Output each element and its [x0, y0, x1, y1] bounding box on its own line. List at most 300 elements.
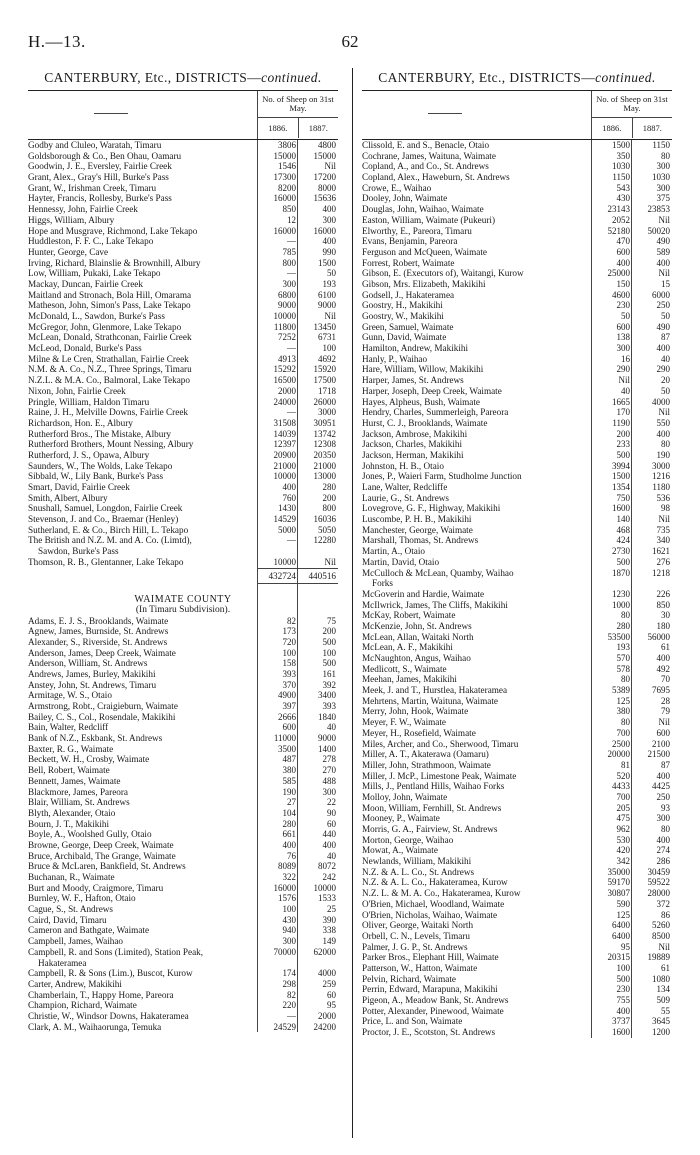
table-row	[362, 343, 672, 354]
sheep-1887: 3400	[318, 690, 336, 701]
table-row	[362, 803, 672, 814]
year-1887-header: 1887.	[308, 123, 328, 133]
table-row	[28, 450, 338, 461]
sheep-1887: 161	[322, 668, 336, 679]
owner-name: Milne & Le Cren, Strathallan, Fairlie Creek	[28, 353, 189, 364]
sheep-1886: 5000	[278, 524, 296, 535]
owner-name: Harper, Joseph, Deep Creek, Waimate	[362, 385, 502, 396]
table-row	[362, 963, 672, 974]
sheep-1887: 59522	[647, 877, 670, 888]
table-row	[362, 300, 672, 311]
document-reference: H.—13.	[28, 32, 86, 51]
sheep-1886: 20315	[607, 952, 630, 963]
owner-name: McLean, A. F., Makikihi	[362, 642, 453, 653]
owner-name: Burt and Moody, Craigmore, Timaru	[28, 882, 164, 893]
table-row	[28, 658, 338, 669]
sheep-1886: 138	[616, 332, 630, 343]
owner-name: Adams, E. J. S., Brooklands, Waimate	[28, 615, 169, 626]
table-row	[28, 332, 338, 343]
table-row	[28, 990, 338, 1001]
owner-name: Goodwin, J. E., Eversley, Fairlie Creek	[28, 161, 172, 172]
sheep-1886: 11800	[273, 321, 296, 332]
sheep-1886: 14529	[273, 514, 296, 525]
table-row	[28, 893, 338, 904]
table-row	[28, 722, 338, 733]
owner-name: McGoverin and Hardie, Waimate	[362, 588, 485, 599]
owner-name: Miles, Archer, and Co., Sherwood, Timaru	[362, 738, 519, 749]
owner-name: Mehrtens, Martin, Waituna, Waimate	[362, 695, 498, 706]
sheep-1887: Nil	[658, 941, 670, 952]
sheep-1886: 1150	[612, 172, 630, 183]
owner-name: Bain, Walter, Redcliff	[28, 722, 109, 733]
owner-name: Mooney, P., Waimate	[362, 813, 440, 824]
owner-name: Christie, W., Windsor Downs, Hakateramea	[28, 1010, 189, 1021]
sheep-1887: 180	[656, 620, 670, 631]
sheep-1887: 60	[327, 989, 336, 1000]
table-row	[362, 685, 672, 696]
sheep-1887: 190	[656, 449, 670, 460]
sheep-1886: 35000	[607, 866, 630, 877]
sheep-1887: 4425	[652, 781, 670, 792]
sheep-1887: Nil	[324, 311, 336, 321]
sheep-1887: 536	[656, 492, 670, 503]
owner-name: Bruce, Archibald, The Grange, Waimate	[28, 850, 176, 861]
sheep-1886: 342	[616, 856, 630, 867]
owner-name: Miller, J. McP., Limestone Peak, Waimate	[362, 770, 517, 781]
sheep-1887: 300	[656, 182, 670, 193]
owner-name: Agnew, James, Burnside, St. Andrews	[28, 626, 169, 637]
sheep-1886: 1430	[278, 503, 296, 514]
owner-name: Parker Bros., Elephant Hill, Waimate	[362, 952, 499, 963]
sheep-1886: 70000	[273, 946, 296, 957]
owner-name: Maitland and Stronach, Bola Hill, Omarama	[28, 289, 192, 300]
owner-name: McIlwrick, James, The Cliffs, Makikihi	[362, 599, 508, 610]
sheep-1886: 21000	[273, 460, 296, 471]
sheep-1887: 25	[327, 904, 336, 915]
totals-row	[28, 568, 338, 584]
owner-name: Gibson, Mrs. Elizabeth, Makikihi	[362, 278, 486, 289]
table-row	[28, 851, 338, 862]
sheep-1887: 56000	[647, 631, 670, 642]
owner-name: Jackson, Ambrose, Makikihi	[362, 428, 468, 439]
owner-name: Mowat, A., Waimate	[362, 845, 438, 856]
sheep-1886: 11000	[273, 733, 296, 744]
table-row	[28, 648, 338, 659]
table-row	[362, 375, 672, 386]
sheep-1887: 90	[327, 807, 336, 818]
table-row	[28, 829, 338, 840]
table-row	[362, 439, 672, 450]
sheep-1887: 6731	[318, 332, 336, 343]
sheep-1886: 14039	[273, 428, 296, 439]
sheep-1886: 23143	[607, 204, 630, 215]
sheep-1886: 424	[616, 535, 630, 546]
sheep-1886: 53500	[607, 631, 630, 642]
table-row	[362, 397, 672, 408]
owner-name: Bailey, C. S., Col., Rosendale, Makikihi	[28, 711, 176, 722]
sheep-1887: Nil	[658, 514, 670, 525]
owner-name: Godby and Cluleo, Waratah, Timaru	[28, 140, 162, 150]
sheep-1886: 80	[621, 674, 630, 685]
table-row	[28, 861, 338, 872]
owner-name: Buchanan, R., Waimate	[28, 872, 115, 882]
table-row	[28, 797, 338, 808]
table-row	[28, 482, 338, 493]
sheep-1886: 2000	[278, 385, 296, 396]
sheep-1887: 490	[656, 236, 670, 247]
table-row	[28, 268, 338, 279]
owner-name: Morris, G. A., Fairview, St. Andrews	[362, 824, 498, 834]
table-row	[362, 674, 672, 685]
table-row	[362, 364, 672, 375]
table-row	[362, 429, 672, 440]
sheep-1886: 9000	[278, 300, 296, 311]
table-row	[362, 632, 672, 643]
sheep-1886: 500	[616, 556, 630, 567]
owner-name: McLeod, Donald, Burke's Pass	[28, 343, 142, 354]
table-row	[28, 493, 338, 504]
table-row	[362, 653, 672, 664]
sheep-1887: 250	[656, 300, 670, 311]
sheep-1886: 6400	[612, 920, 630, 931]
table-row	[362, 942, 672, 953]
sheep-1887: 1200	[652, 1027, 670, 1038]
year-1886-header: 1886.	[258, 118, 299, 138]
owner-name: Hendry, Charles, Summerleigh, Pareora	[362, 407, 509, 418]
sheep-1887: 372	[656, 898, 670, 909]
sheep-1886: 543	[616, 182, 630, 193]
owner-name: Armstrong, Robt., Craigieburn, Waimate	[28, 701, 178, 711]
table-row	[362, 706, 672, 717]
owner-name: Proctor, J. E., Scotston, St. Andrews	[362, 1027, 496, 1038]
table-row-continuation	[28, 546, 338, 557]
owner-name: Clissold, E. and S., Benacle, Otaio	[362, 140, 490, 150]
sheep-1887: 5050	[318, 524, 336, 535]
year-1886-header: 1886.	[592, 118, 633, 138]
owner-name: Browne, George, Deep Creek, Waimate	[28, 839, 174, 850]
sheep-1887: 490	[656, 321, 670, 332]
total-1886: 432724	[258, 568, 298, 584]
sheep-1887: 50	[327, 268, 336, 279]
sheep-1887: 400	[322, 204, 336, 215]
sheep-1887: 8072	[318, 861, 336, 872]
owner-name: Hare, William, Willow, Makikihi	[362, 364, 484, 375]
sheep-1887: 270	[322, 765, 336, 776]
sheep-1887: 492	[656, 663, 670, 674]
owner-name: Grant, Alex., Gray's Hill, Burke's Pass	[28, 172, 169, 183]
sheep-1886: 16000	[273, 225, 296, 236]
sheep-1887: 79	[661, 706, 670, 717]
sheep-1886: 578	[616, 663, 630, 674]
sheep-1887: 300	[656, 813, 670, 824]
table-row	[28, 429, 338, 440]
sheep-1887: 226	[656, 588, 670, 599]
sheep-1887: 340	[656, 535, 670, 546]
owner-name: Anderson, William, St. Andrews	[28, 658, 148, 669]
owner-name: Moon, William, Fernhill, St. Andrews	[362, 802, 502, 813]
table-row	[362, 728, 672, 739]
table-row	[28, 386, 338, 397]
sheep-1886: 290	[616, 364, 630, 375]
owner-name: Goostry, W., Makikihi	[362, 311, 444, 321]
sheep-1887: 280	[322, 482, 336, 492]
table-row	[28, 140, 338, 151]
sheep-1887: 300	[322, 786, 336, 797]
sheep-1886: 230	[616, 300, 630, 311]
table-row	[28, 226, 338, 237]
owner-name: McKenzie, John, St. Andrews	[362, 620, 472, 631]
table-row	[362, 696, 672, 707]
sheep-1887: 20350	[313, 449, 336, 460]
owner-name: Matheson, John, Simon's Pass, Lake Tekapo	[28, 300, 191, 311]
table-row	[28, 626, 338, 637]
owner-name: The British and N.Z. M. and A. Co. (Limtd),	[28, 535, 192, 546]
owner-name: McDonald, L., Sawdon, Burke's Pass	[28, 311, 165, 321]
table-row	[28, 236, 338, 247]
table-row	[362, 204, 672, 215]
sheep-1887: 4000	[318, 968, 336, 979]
sheep-1886: 5389	[612, 685, 630, 696]
table-row	[28, 872, 338, 883]
owner-name: Blyth, Alexander, Otaio	[28, 807, 116, 818]
table-row	[362, 931, 672, 942]
sheep-1887: 338	[322, 925, 336, 936]
owner-name: Jones, P., Waieri Farm, Studholme Junction	[362, 471, 522, 482]
owner-name: Goostry, H., Makikihi	[362, 300, 443, 311]
sheep-1886: 1600	[612, 1027, 630, 1038]
owner-name: Armitage, W. S., Otaio	[28, 690, 112, 701]
owner-name: McLean, Donald, Strathconan, Fairlie Creek	[28, 332, 192, 343]
owner-name: Morton, George, Waihao	[362, 834, 454, 845]
sheep-1887: 4800	[318, 140, 336, 150]
owner-name: Meek, J. and T., Hurstlea, Hakateramea	[362, 685, 508, 696]
sheep-1887: 26000	[313, 396, 336, 407]
sheep-1886: 4900	[278, 690, 296, 701]
owner-name: O'Brien, Michael, Woodland, Waimate	[362, 898, 505, 909]
owner-name: Green, Samuel, Waimate	[362, 321, 454, 332]
table-row	[28, 343, 338, 354]
sheep-1887: 60	[327, 818, 336, 829]
sheep-1887: 990	[322, 246, 336, 257]
sheep-1887: 400	[656, 653, 670, 663]
sheep-1887: 375	[656, 193, 670, 204]
owner-name: McLean, Allan, Waitaki North	[362, 631, 474, 642]
owner-name: McCulloch & McLean, Quamby, Waihao	[362, 567, 514, 578]
sheep-1887: 17200	[313, 172, 336, 183]
table-row	[28, 375, 338, 386]
table-row	[362, 824, 672, 835]
table-row	[28, 514, 338, 525]
sheep-1886: 1500	[612, 471, 630, 482]
owner-name: Price, L. and Son, Waimate	[362, 1016, 463, 1027]
sheep-1886: 190	[282, 786, 296, 797]
sheep-1887: 9000	[318, 300, 336, 311]
table-row	[362, 1006, 672, 1017]
table-row	[362, 642, 672, 653]
sheep-1887: 1621	[652, 546, 670, 557]
name-column-dash	[428, 113, 462, 114]
table-row	[28, 535, 338, 546]
table-row	[362, 568, 672, 579]
sheep-1886: 173	[282, 626, 296, 637]
sheep-1886: 200	[616, 428, 630, 439]
owner-name: Richardson, Hon. E., Albury	[28, 417, 133, 428]
sheep-1887: 50020	[647, 225, 670, 236]
table-row	[28, 1000, 338, 1011]
sheep-1886: 20000	[607, 749, 630, 760]
sheep-1886: 82	[287, 989, 296, 1000]
sheep-1887: 1030	[652, 172, 670, 183]
table-row	[362, 835, 672, 846]
owner-name: Molloy, John, Waimate	[362, 791, 448, 802]
owner-name: N.Z. & A. L. Co., St. Andrews	[362, 866, 475, 877]
sheep-1886: 750	[616, 492, 630, 503]
table-row	[28, 819, 338, 830]
owner-name: Sutherland, E. & Co., Birch Hill, L. Tekapo	[28, 524, 189, 535]
sheep-1886: 940	[282, 925, 296, 936]
owner-name: Elworthy, E., Pareora, Timaru	[362, 225, 472, 236]
sheep-1886: 8200	[278, 182, 296, 193]
sheep-1887: 21000	[313, 460, 336, 471]
owner-name: Sibbald, W., Lily Bank, Burke's Pass	[28, 471, 164, 482]
sheep-1886: 158	[282, 658, 296, 669]
sheep-1887: 16036	[313, 514, 336, 525]
sheep-1886: 1000	[612, 599, 630, 610]
sheep-1886: 125	[616, 695, 630, 706]
sheep-1887: 1150	[652, 140, 670, 150]
owner-name: Caird, David, Timaru	[28, 914, 107, 925]
column-divider	[352, 68, 353, 1138]
sheep-1886: Nil	[618, 375, 630, 386]
owner-name: N.M. & A. Co., N.Z., Three Springs, Timaru	[28, 364, 192, 375]
sheep-1887: 276	[656, 556, 670, 567]
sheep-1887: 87	[661, 332, 670, 343]
sheep-1887: 242	[322, 872, 336, 882]
sheep-1886: 150	[616, 278, 630, 289]
sheep-1887: 300	[656, 161, 670, 172]
sheep-1887: 3000	[318, 407, 336, 418]
sheep-1886: 1576	[278, 893, 296, 904]
table-row	[362, 813, 672, 824]
owner-name: McNaughton, Angus, Waihao	[362, 653, 471, 663]
owner-name: Boyle, A., Woolshed Gully, Otaio	[28, 829, 152, 840]
table-row	[362, 910, 672, 921]
owner-name: Evans, Benjamin, Pareora	[362, 236, 458, 247]
sheep-1886: 661	[282, 829, 296, 840]
owner-name: Godsell, J., Hakateramea	[362, 289, 455, 300]
sheep-1887: 21500	[647, 749, 670, 760]
sheep-1887: 55	[661, 1005, 670, 1016]
table-row	[362, 450, 672, 461]
sheep-1886: 400	[282, 839, 296, 850]
owner-name-continued: Sawdon, Burke's Pass	[38, 546, 119, 557]
sheep-1887: 589	[656, 246, 670, 257]
table-row	[362, 877, 672, 888]
owner-name: Johnston, H. B., Otaio	[362, 460, 444, 471]
sheep-1887: 3000	[652, 460, 670, 471]
table-row	[28, 690, 338, 701]
table-row	[28, 503, 338, 514]
sheep-1887: 200	[322, 492, 336, 503]
table-row	[362, 610, 672, 621]
table-row	[28, 354, 338, 365]
county-subheading: (In Timaru Subdivision).	[135, 604, 231, 615]
table-row	[362, 600, 672, 611]
owner-name-continued: Forks	[372, 578, 393, 589]
sheep-1886: 350	[616, 150, 630, 161]
sheep-1886: 3737	[612, 1016, 630, 1027]
right-table-body	[362, 140, 672, 1038]
table-row	[362, 1016, 672, 1027]
sheep-1886: 370	[282, 679, 296, 690]
owner-name: Cague, S., St. Andrews	[28, 904, 113, 915]
owner-name: O'Brien, Nicholas, Waihao, Waimate	[362, 909, 498, 920]
sheep-1886: 15000	[273, 150, 296, 161]
sheep-1887: 87	[661, 759, 670, 770]
sheep-1886: 140	[616, 514, 630, 525]
sheep-1886: 25000	[607, 268, 630, 279]
owner-name: Saunders, W., The Wolds, Lake Tekapo	[28, 460, 173, 471]
sheep-1886: 720	[282, 636, 296, 647]
owner-name: Patterson, W., Hatton, Waimate	[362, 962, 478, 973]
sheep-1886: 81	[621, 759, 630, 770]
sheep-1887: 28	[661, 695, 670, 706]
owner-name: Mills, J., Pentland Hills, Waihao Forks	[362, 781, 505, 792]
owner-name: Potter, Alexander, Pinewood, Waimate	[362, 1005, 504, 1016]
table-row	[362, 867, 672, 878]
county-heading: WAIMATE COUNTY	[134, 593, 232, 605]
sheep-1887: 70	[661, 674, 670, 685]
sheep-1886: 59170	[607, 877, 630, 888]
owner-name: Merry, John, Hook, Waimate	[362, 706, 469, 717]
sheep-1887: 9000	[318, 733, 336, 744]
owner-name: Cochrane, James, Waituna, Waimate	[362, 150, 496, 161]
sheep-1887: 1718	[318, 385, 336, 396]
sheep-1887: 7695	[652, 685, 670, 696]
table-row	[28, 765, 338, 776]
sheep-1887: 98	[661, 503, 670, 514]
sheep-1887: 40	[327, 722, 336, 733]
owner-name: Hayes, Alpheus, Bush, Waimate	[362, 396, 481, 407]
sheep-1887: 61	[661, 962, 670, 973]
sheep-1886: 95	[621, 941, 630, 952]
owner-name: Copland, Alex., Haweburn, St. Andrews	[362, 172, 510, 183]
sheep-1887: 134	[656, 984, 670, 995]
table-row	[28, 525, 338, 536]
owner-name: Pigeon, A., Meadow Bank, St. Andrews	[362, 995, 509, 1005]
owner-name: Hamilton, Andrew, Makikihi	[362, 343, 469, 354]
sheep-1887: 500	[322, 658, 336, 669]
table-row	[362, 771, 672, 782]
sheep-1886: 570	[616, 653, 630, 663]
sheep-1886: —	[287, 407, 296, 418]
sheep-1886: 12	[287, 214, 296, 225]
sheep-1886: —	[287, 268, 296, 279]
sheep-1886: 4600	[612, 289, 630, 300]
owner-name: Hanly, P., Waihao	[362, 353, 428, 364]
sheep-1886: 400	[616, 1005, 630, 1016]
table-row	[362, 311, 672, 322]
table-row	[28, 1011, 338, 1022]
table-row	[362, 493, 672, 504]
sheep-1887: 8000	[318, 182, 336, 193]
sheep-1887: 95	[327, 1000, 336, 1011]
sheep-1887: 2100	[652, 738, 670, 749]
table-row	[28, 322, 338, 333]
table-row	[28, 183, 338, 194]
sheep-1886: 590	[616, 898, 630, 909]
table-row	[28, 279, 338, 290]
